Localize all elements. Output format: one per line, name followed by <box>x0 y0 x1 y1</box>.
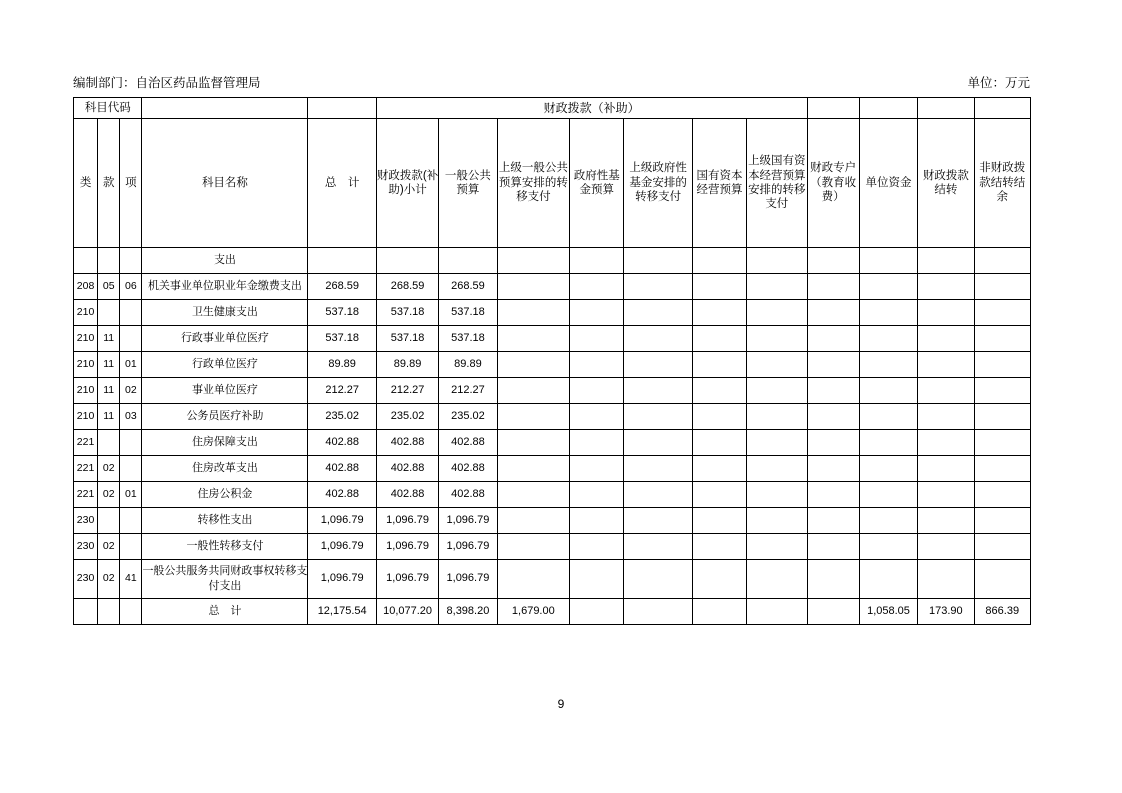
cell-xiang-code <box>120 300 142 326</box>
cell-govt-fund-budget <box>570 274 624 300</box>
cell-upper-state-capital-transfer <box>747 404 807 430</box>
table-row <box>74 378 1031 404</box>
total-fiscal-carryover: 173.90 <box>918 599 974 625</box>
cell-upper-state-capital-transfer <box>747 378 807 404</box>
cell-upper-state-capital-transfer <box>747 560 807 599</box>
cell-upper-govt-fund-transfer <box>624 300 692 326</box>
cell-fiscal-subtotal: 1,096.79 <box>376 534 438 560</box>
column-header-xiang: 项 <box>125 176 137 189</box>
table-row <box>74 352 1031 378</box>
cell-kuan-code <box>98 430 120 456</box>
cell-state-capital-budget <box>692 274 746 300</box>
cell-fiscal-carryover <box>918 300 974 326</box>
cell-state-capital-budget <box>692 404 746 430</box>
cell-class-code: 208 <box>74 274 98 300</box>
cell-state-capital-budget <box>692 534 746 560</box>
cell-total <box>308 248 376 274</box>
table-row <box>74 404 1031 430</box>
cell-upper-state-capital-transfer <box>747 534 807 560</box>
total-fiscal-subtotal: 10,077.20 <box>376 599 438 625</box>
cell-fiscal-subtotal: 89.89 <box>376 352 438 378</box>
cell-subject-name: 住房改革支出 <box>142 456 308 482</box>
cell-total: 212.27 <box>308 378 376 404</box>
cell-upper-state-capital-transfer <box>747 352 807 378</box>
cell-fiscal-carryover <box>918 352 974 378</box>
cell-govt-fund-budget <box>570 404 624 430</box>
cell-empty-code <box>120 599 142 625</box>
cell-class-code: 210 <box>74 378 98 404</box>
cell-unit-funds <box>859 560 917 599</box>
cell-subject-name: 住房保障支出 <box>142 430 308 456</box>
cell-class-code: 210 <box>74 300 98 326</box>
cell-nonfiscal-carryover <box>974 352 1030 378</box>
cell-class-code: 210 <box>74 352 98 378</box>
cell-upper-general-transfer <box>497 248 569 274</box>
cell-upper-govt-fund-transfer <box>624 248 692 274</box>
cell-fiscal-carryover <box>918 248 974 274</box>
cell-fiscal-subtotal: 268.59 <box>376 274 438 300</box>
cell-upper-govt-fund-transfer <box>624 560 692 599</box>
cell-xiang-code <box>120 508 142 534</box>
cell-kuan-code: 02 <box>98 482 120 508</box>
cell-xiang-code: 01 <box>120 482 142 508</box>
cell-nonfiscal-carryover <box>974 508 1030 534</box>
cell-xiang-code: 41 <box>120 560 142 599</box>
cell-fiscal-subtotal: 1,096.79 <box>376 508 438 534</box>
cell-fiscal-subtotal: 537.18 <box>376 326 438 352</box>
cell-xiang-code <box>120 326 142 352</box>
cell-upper-govt-fund-transfer <box>624 508 692 534</box>
cell-total: 537.18 <box>308 326 376 352</box>
cell-class-code: 210 <box>74 404 98 430</box>
cell-upper-govt-fund-transfer <box>624 404 692 430</box>
cell-fiscal-carryover <box>918 508 974 534</box>
cell-nonfiscal-carryover <box>974 248 1030 274</box>
table-row <box>74 300 1031 326</box>
cell-kuan-code: 11 <box>98 352 120 378</box>
cell-general-public-budget: 402.88 <box>439 482 497 508</box>
cell-unit-funds <box>859 534 917 560</box>
cell-class-code: 230 <box>74 534 98 560</box>
cell-unit-funds <box>859 300 917 326</box>
cell-unit-funds <box>859 248 917 274</box>
cell-fiscal-subtotal: 402.88 <box>376 430 438 456</box>
cell-kuan-code: 11 <box>98 378 120 404</box>
cell-kuan-code: 11 <box>98 404 120 430</box>
cell-state-capital-budget <box>692 456 746 482</box>
cell-state-capital-budget <box>692 430 746 456</box>
page-number: 9 <box>557 697 565 711</box>
cell-total: 537.18 <box>308 300 376 326</box>
cell-govt-fund-budget <box>570 378 624 404</box>
column-header-name: 科目名称 <box>142 119 308 248</box>
column-header-total: 总 计 <box>308 119 376 248</box>
cell-govt-fund-budget <box>570 534 624 560</box>
column-header-unit-funds: 单位资金 <box>859 119 917 248</box>
cell-upper-general-transfer <box>497 534 569 560</box>
cell-total: 268.59 <box>308 274 376 300</box>
cell-fiscal-carryover <box>918 560 974 599</box>
cell-unit-funds <box>859 456 917 482</box>
cell-upper-general-transfer <box>497 352 569 378</box>
cell-general-public-budget: 268.59 <box>439 274 497 300</box>
cell-empty-code <box>74 599 98 625</box>
cell-kuan-code: 02 <box>98 456 120 482</box>
cell-unit-funds <box>859 274 917 300</box>
cell-kuan-code: 11 <box>98 326 120 352</box>
total-upper-general-transfer: 1,679.00 <box>497 599 569 625</box>
cell-fiscal-subtotal: 537.18 <box>376 300 438 326</box>
cell-general-public-budget: 1,096.79 <box>439 560 497 599</box>
cell-kuan-code <box>98 248 120 274</box>
cell-fiscal-special-account <box>807 482 859 508</box>
cell-upper-govt-fund-transfer <box>624 534 692 560</box>
cell-state-capital-budget <box>692 482 746 508</box>
total-unit-funds: 1,058.05 <box>859 599 917 625</box>
cell-upper-general-transfer <box>497 560 569 599</box>
column-header-upper-general-transfer: 上级一般公共预算安排的转移支付 <box>497 119 569 248</box>
cell-govt-fund-budget <box>570 456 624 482</box>
table-row <box>74 326 1031 352</box>
code-group-header: 科目代码 <box>74 98 142 119</box>
department-label: 编制部门：自治区药品监督管理局 <box>73 76 261 90</box>
cell-class-code: 230 <box>74 508 98 534</box>
cell-fiscal-special-account <box>807 534 859 560</box>
cell-xiang-code: 01 <box>120 352 142 378</box>
budget-table <box>73 97 1031 625</box>
cell-govt-fund-budget <box>570 508 624 534</box>
cell-state-capital-budget <box>692 508 746 534</box>
cell-upper-general-transfer <box>497 274 569 300</box>
cell-class-code: 221 <box>74 482 98 508</box>
cell-nonfiscal-carryover <box>974 326 1030 352</box>
cell-fiscal-subtotal <box>376 248 438 274</box>
table-row <box>74 534 1031 560</box>
cell-subject-name: 行政单位医疗 <box>142 352 308 378</box>
cell-fiscal-carryover <box>918 274 974 300</box>
cell-state-capital-budget <box>692 326 746 352</box>
cell-govt-fund-budget <box>570 300 624 326</box>
column-header-upper-govt-fund-transfer: 上级政府性基金安排的转移支付 <box>624 119 692 248</box>
cell-subject-name: 一般性转移支付 <box>142 534 308 560</box>
cell-upper-state-capital-transfer <box>747 482 807 508</box>
cell-fiscal-subtotal: 235.02 <box>376 404 438 430</box>
cell-govt-fund-budget <box>570 560 624 599</box>
cell-xiang-code: 06 <box>120 274 142 300</box>
cell-kuan-code: 02 <box>98 534 120 560</box>
cell-total: 402.88 <box>308 430 376 456</box>
cell-upper-govt-fund-transfer <box>624 378 692 404</box>
cell-class-code: 221 <box>74 430 98 456</box>
cell-xiang-code: 02 <box>120 378 142 404</box>
cell-fiscal-special-account <box>807 378 859 404</box>
column-header-fiscal-carryover: 财政拨款结转 <box>918 119 974 248</box>
cell-upper-govt-fund-transfer <box>624 430 692 456</box>
cell-subject-name: 住房公积金 <box>142 482 308 508</box>
cell-upper-state-capital-transfer <box>747 326 807 352</box>
cell-fiscal-carryover <box>918 404 974 430</box>
cell-subject-name: 机关事业单位职业年金缴费支出 <box>142 274 308 300</box>
cell-fiscal-carryover <box>918 482 974 508</box>
total-nonfiscal-carryover: 866.39 <box>974 599 1030 625</box>
cell-general-public-budget: 235.02 <box>439 404 497 430</box>
cell-kuan-code: 02 <box>98 560 120 599</box>
cell-class-code: 210 <box>74 326 98 352</box>
cell-subject-name: 卫生健康支出 <box>142 300 308 326</box>
total-fiscal-special-account <box>807 599 859 625</box>
cell-fiscal-special-account <box>807 326 859 352</box>
cell-fiscal-special-account <box>807 430 859 456</box>
cell-fiscal-special-account <box>807 300 859 326</box>
cell-fiscal-subtotal: 402.88 <box>376 482 438 508</box>
cell-fiscal-subtotal: 212.27 <box>376 378 438 404</box>
column-header-class: 类 <box>79 176 92 189</box>
cell-total: 89.89 <box>308 352 376 378</box>
cell-upper-general-transfer <box>497 326 569 352</box>
column-header-kuan: 款 <box>102 176 115 189</box>
cell-class-code: 230 <box>74 560 98 599</box>
table-row <box>74 456 1031 482</box>
cell-unit-funds <box>859 378 917 404</box>
cell-subject-name: 转移性支出 <box>142 508 308 534</box>
table-total-row <box>74 599 1031 625</box>
cell-fiscal-carryover <box>918 534 974 560</box>
cell-subject-name: 事业单位医疗 <box>142 378 308 404</box>
cell-upper-state-capital-transfer <box>747 508 807 534</box>
cell-govt-fund-budget <box>570 248 624 274</box>
total-upper-state-capital-transfer <box>747 599 807 625</box>
cell-subject-name: 公务员医疗补助 <box>142 404 308 430</box>
cell-upper-general-transfer <box>497 456 569 482</box>
cell-nonfiscal-carryover <box>974 404 1030 430</box>
cell-fiscal-carryover <box>918 430 974 456</box>
cell-state-capital-budget <box>692 378 746 404</box>
cell-total: 1,096.79 <box>308 534 376 560</box>
cell-govt-fund-budget <box>570 482 624 508</box>
cell-unit-funds <box>859 404 917 430</box>
cell-state-capital-budget <box>692 352 746 378</box>
cell-general-public-budget <box>439 248 497 274</box>
cell-fiscal-special-account <box>807 404 859 430</box>
cell-upper-state-capital-transfer <box>747 456 807 482</box>
cell-state-capital-budget <box>692 560 746 599</box>
cell-upper-general-transfer <box>497 404 569 430</box>
cell-nonfiscal-carryover <box>974 300 1030 326</box>
cell-fiscal-special-account <box>807 456 859 482</box>
cell-xiang-code <box>120 430 142 456</box>
total-upper-govt-fund-transfer <box>624 599 692 625</box>
cell-upper-state-capital-transfer <box>747 248 807 274</box>
table-row <box>74 560 1031 599</box>
cell-state-capital-budget <box>692 300 746 326</box>
cell-xiang-code: 03 <box>120 404 142 430</box>
total-label: 总 计 <box>142 599 308 625</box>
cell-govt-fund-budget <box>570 430 624 456</box>
cell-nonfiscal-carryover <box>974 378 1030 404</box>
cell-upper-govt-fund-transfer <box>624 352 692 378</box>
cell-nonfiscal-carryover <box>974 430 1030 456</box>
cell-upper-general-transfer <box>497 482 569 508</box>
cell-empty-code <box>98 599 120 625</box>
cell-general-public-budget: 537.18 <box>439 326 497 352</box>
column-header-fiscal-special-account: 财政专户（教育收费） <box>807 119 859 248</box>
cell-general-public-budget: 402.88 <box>439 456 497 482</box>
column-header-nonfiscal-carryover: 非财政拨款结转结余 <box>974 119 1030 248</box>
cell-fiscal-carryover <box>918 326 974 352</box>
cell-nonfiscal-carryover <box>974 274 1030 300</box>
cell-unit-funds <box>859 352 917 378</box>
cell-general-public-budget: 1,096.79 <box>439 508 497 534</box>
cell-class-code <box>74 248 98 274</box>
cell-xiang-code <box>120 248 142 274</box>
table-row <box>74 274 1031 300</box>
cell-upper-govt-fund-transfer <box>624 326 692 352</box>
total-govt-fund-budget <box>570 599 624 625</box>
table-row <box>74 508 1031 534</box>
cell-total: 1,096.79 <box>308 508 376 534</box>
cell-class-code: 221 <box>74 456 98 482</box>
cell-fiscal-special-account <box>807 560 859 599</box>
cell-fiscal-subtotal: 1,096.79 <box>376 560 438 599</box>
cell-unit-funds <box>859 508 917 534</box>
cell-general-public-budget: 1,096.79 <box>439 534 497 560</box>
unit-label: 单位：万元 <box>967 76 1030 90</box>
cell-upper-general-transfer <box>497 378 569 404</box>
cell-upper-general-transfer <box>497 300 569 326</box>
cell-nonfiscal-carryover <box>974 456 1030 482</box>
table-row <box>74 430 1031 456</box>
cell-unit-funds <box>859 430 917 456</box>
cell-nonfiscal-carryover <box>974 560 1030 599</box>
cell-upper-general-transfer <box>497 430 569 456</box>
cell-general-public-budget: 402.88 <box>439 430 497 456</box>
cell-subject-name: 行政事业单位医疗 <box>142 326 308 352</box>
cell-nonfiscal-carryover <box>974 534 1030 560</box>
cell-subject-name: 支出 <box>142 248 308 274</box>
cell-xiang-code <box>120 456 142 482</box>
cell-total: 402.88 <box>308 482 376 508</box>
cell-kuan-code: 05 <box>98 274 120 300</box>
cell-total: 402.88 <box>308 456 376 482</box>
cell-upper-state-capital-transfer <box>747 300 807 326</box>
total-general-public-budget: 8,398.20 <box>439 599 497 625</box>
cell-upper-govt-fund-transfer <box>624 274 692 300</box>
cell-fiscal-special-account <box>807 508 859 534</box>
cell-subject-name: 一般公共服务共同财政事权转移支付支出 <box>142 560 308 599</box>
column-header-upper-state-capital-transfer: 上级国有资本经营预算安排的转移支付 <box>747 119 807 248</box>
cell-general-public-budget: 537.18 <box>439 300 497 326</box>
cell-state-capital-budget <box>692 248 746 274</box>
table-body <box>74 248 1031 625</box>
cell-total: 235.02 <box>308 404 376 430</box>
cell-fiscal-subtotal: 402.88 <box>376 456 438 482</box>
cell-fiscal-special-account <box>807 274 859 300</box>
cell-unit-funds <box>859 482 917 508</box>
table-row <box>74 482 1031 508</box>
cell-total: 1,096.79 <box>308 560 376 599</box>
table-row <box>74 248 1031 274</box>
cell-govt-fund-budget <box>570 326 624 352</box>
cell-general-public-budget: 89.89 <box>439 352 497 378</box>
total-state-capital-budget <box>692 599 746 625</box>
column-header-general-public-budget: 一般公共预算 <box>439 119 497 248</box>
column-header-state-capital-budget: 国有资本经营预算 <box>692 119 746 248</box>
cell-fiscal-special-account <box>807 352 859 378</box>
cell-upper-state-capital-transfer <box>747 274 807 300</box>
fiscal-group-header: 财政拨款（补助） <box>376 98 807 119</box>
cell-kuan-code <box>98 300 120 326</box>
total-all: 12,175.54 <box>308 599 376 625</box>
cell-general-public-budget: 212.27 <box>439 378 497 404</box>
cell-kuan-code <box>98 508 120 534</box>
cell-fiscal-carryover <box>918 378 974 404</box>
cell-govt-fund-budget <box>570 352 624 378</box>
cell-upper-govt-fund-transfer <box>624 456 692 482</box>
cell-upper-state-capital-transfer <box>747 430 807 456</box>
column-header-fiscal-subtotal: 财政拨款(补助)小计 <box>376 119 438 248</box>
cell-upper-govt-fund-transfer <box>624 482 692 508</box>
cell-fiscal-special-account <box>807 248 859 274</box>
cell-xiang-code <box>120 534 142 560</box>
cell-fiscal-carryover <box>918 456 974 482</box>
column-header-govt-fund-budget: 政府性基金预算 <box>570 119 624 248</box>
cell-upper-general-transfer <box>497 508 569 534</box>
cell-nonfiscal-carryover <box>974 482 1030 508</box>
cell-unit-funds <box>859 326 917 352</box>
